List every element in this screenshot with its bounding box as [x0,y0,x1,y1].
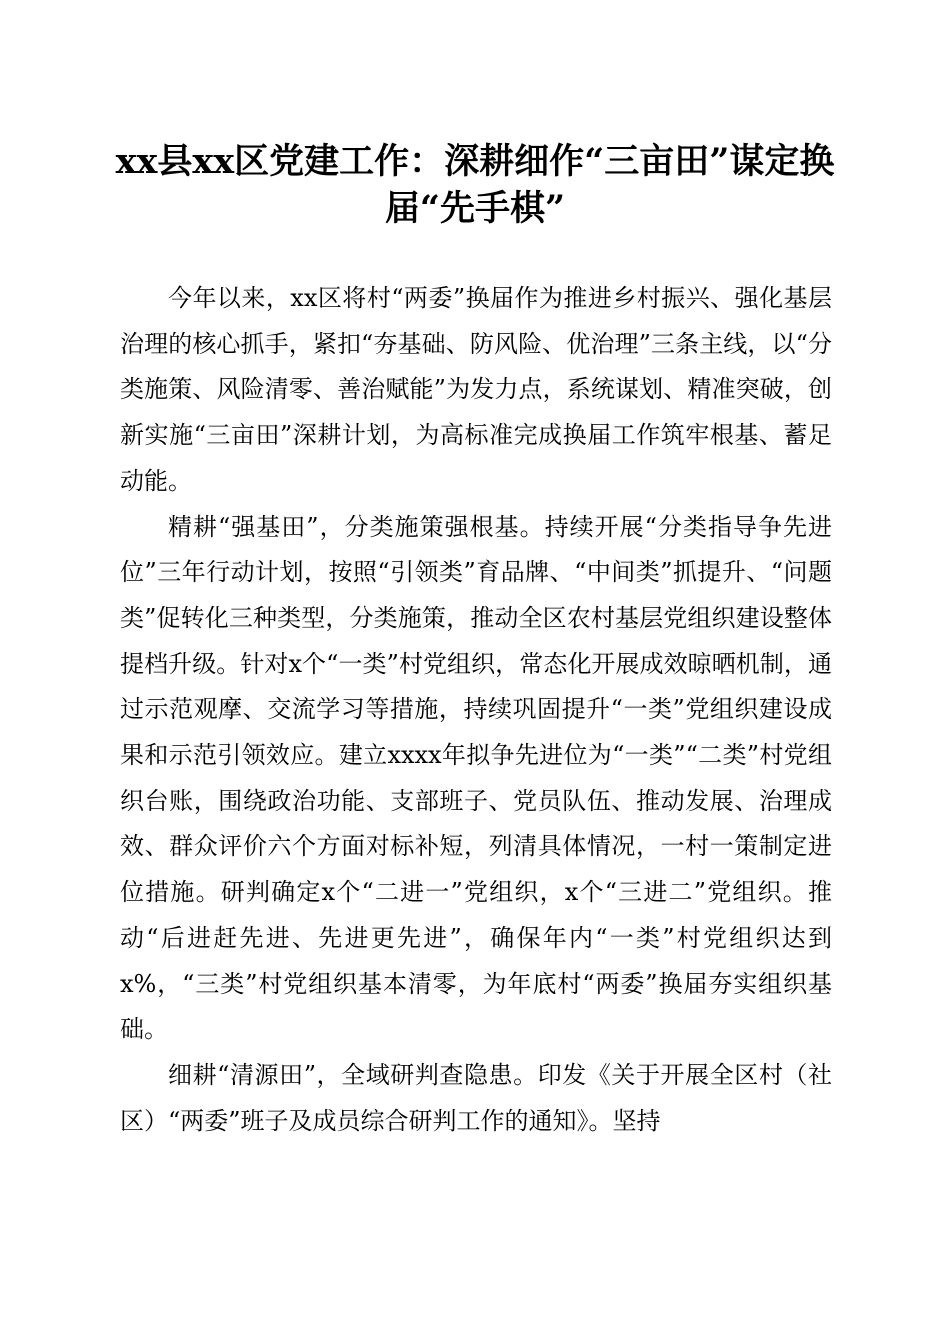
paragraph-qiangjitian: 精耕“强基田”，分类施策强根基。持续开展“分类指导争先进位”三年行动计划，按照“引领类”育品牌、“中间类”抓提升、“问题类”促转化三种类型，分类施策，推动全区农村基层党组织建设整体提档升级。针对x个“一类”村党组织，常态化开展成效晾晒机制，通过示范观摩、交流学习等措施，持续巩固提升“一类”党组织建设成果和示范引领效应。建立xxxx年拟争先进位为“一类”“二类”村党组织台账，围绕政治功能、支部班子、党员队伍、推动发展、治理成效、群众评价六个方面对标补短，列清具体情况，一村一策制定进位措施。研判确定x个“二进一”党组织，x个“三进二”党组织。推动“后进赶先进、先进更先进”，确保年内“一类”村党组织达到x%，“三类”村党组织基本清零，为年底村“两委”换届夯实组织基础。 [120,512,832,1044]
paragraph-intro: 今年以来，xx区将村“两委”换届作为推进乡村振兴、强化基层治理的核心抓手，紧扣“夯基础、防风险、优治理”三条主线，以“分类施策、风险清零、善治赋能”为发力点，系统谋划、精准突破，创新实施“三亩田”深耕计划，为高标准完成换届工作筑牢根基、蓄足动能。 [120,284,832,495]
document-body [120,276,832,1144]
paragraph-qingyuantian: 细耕“清源田”，全域研判查隐患。印发《关于开展全区村（社区）“两委”班子及成员综合研判工作的通知》。坚持 [120,1060,832,1135]
document-title: xx县xx区党建工作：深耕细作“三亩田”谋定换届“先手棋” [115,141,835,229]
